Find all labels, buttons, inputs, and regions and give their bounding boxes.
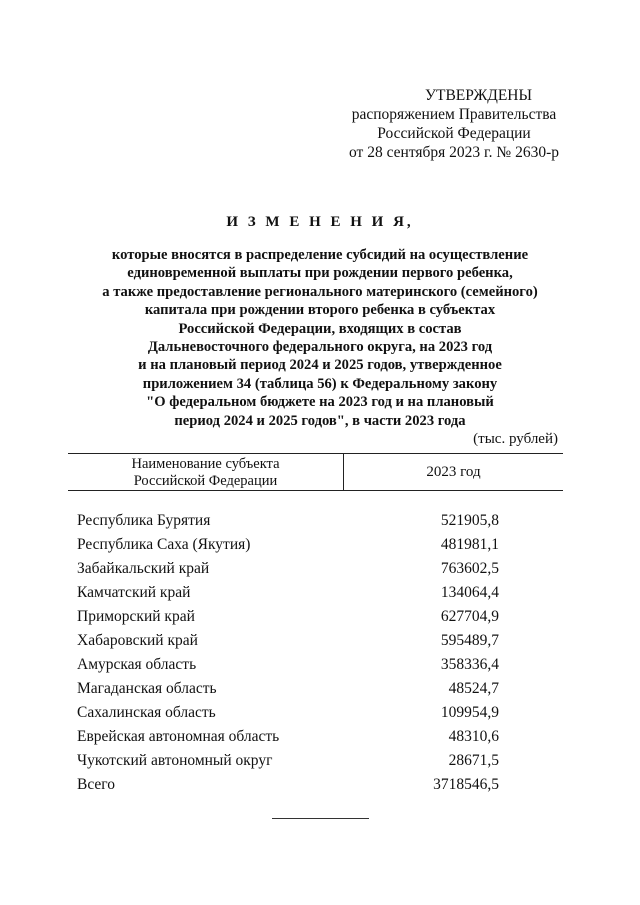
description-line: которые вносятся в распределение субсидий на осуществление bbox=[111, 247, 529, 263]
table-row bbox=[68, 581, 563, 605]
region-name-cell: Амурская область bbox=[77, 656, 197, 673]
amount-cell: 28671,5 bbox=[448, 752, 499, 769]
amount-cell: 627704,9 bbox=[440, 608, 499, 625]
description-line: Российской Федерации, входящих в состав bbox=[178, 320, 462, 337]
table-row bbox=[68, 749, 563, 773]
approval-heading: УТВЕРЖДЕНЫ bbox=[425, 87, 532, 104]
table-row bbox=[68, 509, 563, 533]
region-name-cell: Забайкальский край bbox=[77, 560, 210, 577]
header-text: Наименование субъекта bbox=[131, 456, 280, 472]
description-line: капитала при рождении второго ребенка в субъектах bbox=[144, 302, 496, 319]
region-name-cell: Республика Бурятия bbox=[77, 512, 211, 529]
approval-block bbox=[330, 86, 578, 162]
description-line: "О федеральном бюджете на 2023 год и на плановый bbox=[146, 394, 494, 411]
description-line: приложением 34 (таблица 56) к Федеральному закону bbox=[142, 375, 498, 392]
header-text: Российской Федерации bbox=[133, 472, 278, 489]
region-name-cell: Приморский край bbox=[77, 608, 195, 625]
amount-cell: 763602,5 bbox=[440, 560, 499, 577]
region-name-cell: Магаданская область bbox=[77, 680, 217, 697]
approval-line: Российской Федерации bbox=[377, 125, 531, 142]
description-line: Дальневосточного федерального округа, на 2023 год bbox=[147, 339, 493, 356]
end-divider bbox=[272, 818, 369, 819]
region-name-cell: Камчатский край bbox=[77, 584, 191, 601]
region-name-cell: Республика Саха (Якутия) bbox=[77, 536, 251, 553]
description-line: единовременной выплаты при рождении первого ребенка, bbox=[127, 265, 513, 282]
description-line: и на плановый период 2024 и 2025 годов, утвержденное bbox=[138, 357, 502, 374]
table-row bbox=[68, 557, 563, 581]
column-header-year: 2023 год bbox=[426, 464, 481, 480]
table-row bbox=[68, 701, 563, 725]
table-body bbox=[68, 509, 563, 797]
description-line: а также предоставление регионального материнского (семейного) bbox=[102, 283, 538, 300]
amount-cell: 134064,4 bbox=[440, 584, 499, 601]
approval-date-line: от 28 сентября 2023 г. № 2630-р bbox=[349, 144, 559, 161]
table-row bbox=[68, 605, 563, 629]
amount-cell: 595489,7 bbox=[440, 632, 499, 649]
document-title: И З М Е Н Е Н И Я, bbox=[226, 214, 414, 230]
document-description bbox=[60, 246, 580, 430]
approval-line: распоряжением Правительства bbox=[351, 106, 557, 123]
table-header bbox=[68, 453, 563, 491]
table-row bbox=[68, 677, 563, 701]
amount-cell: 48310,6 bbox=[448, 728, 499, 745]
amount-cell: 358336,4 bbox=[440, 656, 499, 673]
units-label: (тыс. рублей) bbox=[473, 431, 558, 447]
subsidy-table bbox=[68, 453, 563, 797]
amount-cell: 3718546,5 bbox=[433, 776, 499, 793]
region-name-cell: Чукотский автономный округ bbox=[77, 752, 273, 769]
description-line: период 2024 и 2025 годов", в части 2023 года bbox=[174, 412, 466, 429]
amount-cell: 481981,1 bbox=[440, 536, 499, 553]
table-row bbox=[68, 773, 563, 797]
column-header-region bbox=[68, 454, 344, 490]
amount-cell: 109954,9 bbox=[440, 704, 499, 721]
table-row bbox=[68, 725, 563, 749]
table-row bbox=[68, 653, 563, 677]
table-row bbox=[68, 533, 563, 557]
region-name-cell: Всего bbox=[77, 776, 116, 793]
region-name-cell: Хабаровский край bbox=[77, 632, 198, 649]
region-name-cell: Сахалинская область bbox=[77, 704, 216, 721]
amount-cell: 48524,7 bbox=[448, 680, 499, 697]
table-row bbox=[68, 629, 563, 653]
region-name-cell: Еврейская автономная область bbox=[77, 728, 280, 745]
amount-cell: 521905,8 bbox=[440, 512, 499, 529]
